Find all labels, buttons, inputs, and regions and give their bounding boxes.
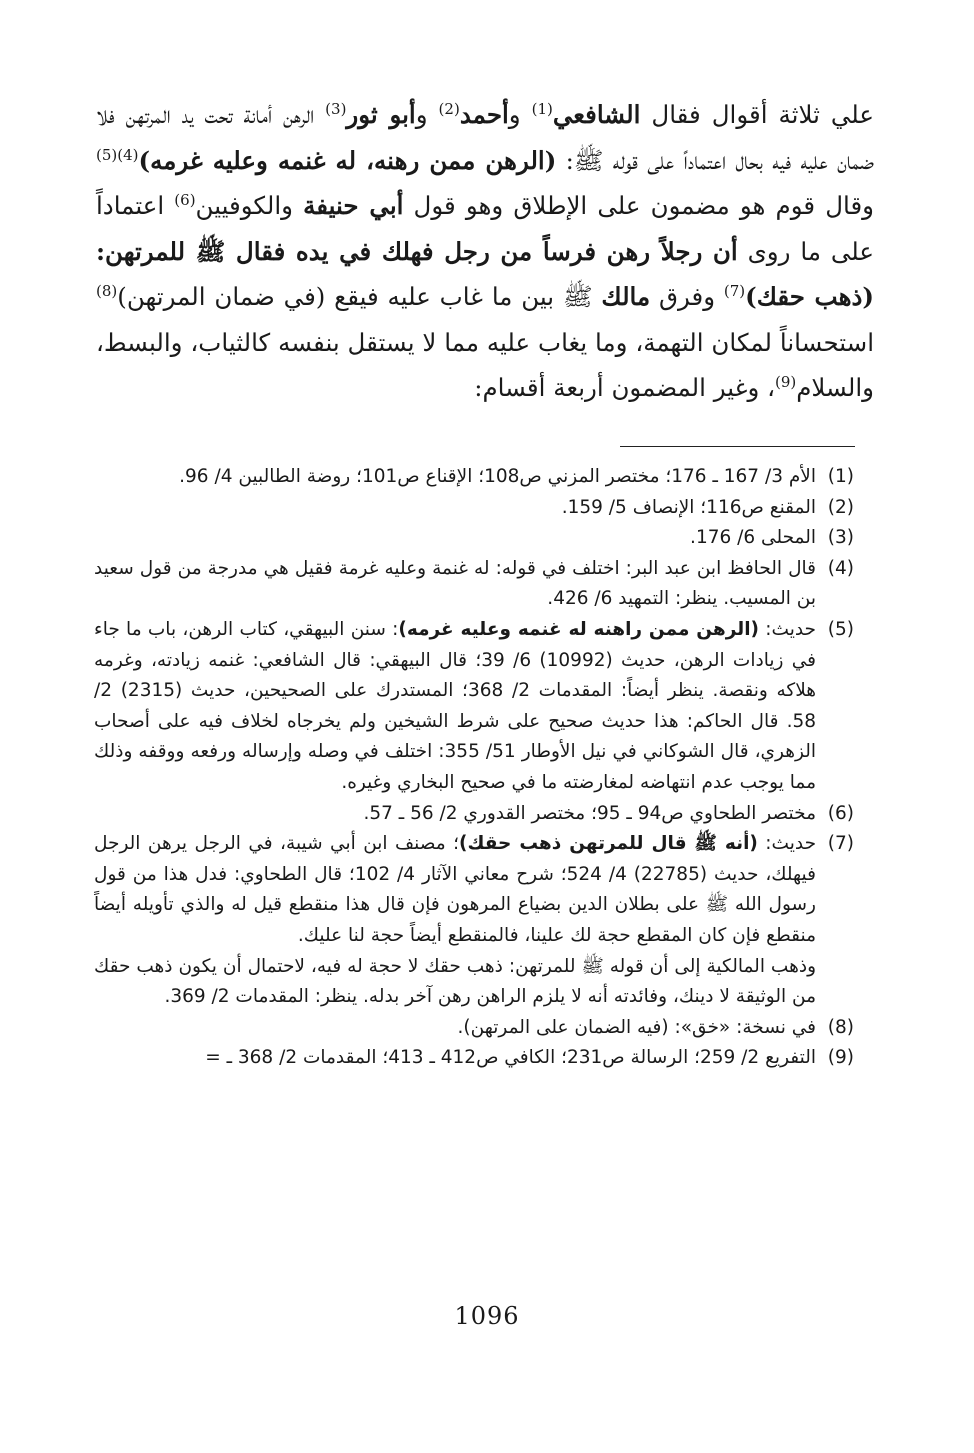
name-abu-thawr: أبو ثور: [346, 100, 416, 129]
footnote-text: الأم 3/ 167 ـ 176؛ مختصر المزني ص108؛ الإقناع ص101؛ روضة الطالبين 4/ 96.: [179, 466, 816, 487]
hadith-quote: (الرهن ممن رهنه، له غنمه وعليه غرمه): [138, 145, 557, 175]
footnote-7: [94, 829, 854, 951]
footnote-text: [94, 615, 816, 799]
footnote-9: [94, 1043, 854, 1074]
text-run: الرهن أمانة تحت يد المرتهن فلا ضمان عليه فيه بحال اعتماداً على قوله ﷺ:: [96, 100, 874, 175]
footnote-4: [94, 554, 854, 615]
footnote-5: [94, 615, 854, 799]
footnote-7-continuation: وذهب المالكية إلى أن قوله ﷺ للمرتهن: ذهب حقك لا حجة له فيه، لاحتمال أن يكون ذهب حقك من الوثيقة لا دينك، وفائدته أنه لا يلزم الراهن رهن آخر بدله. ينظر: المقدمات 2/ 369.: [94, 955, 816, 1008]
footnote-body: : سنن البيهقي، كتاب الرهن، باب ما جاء في زيادات الرهن، حديث (10992) 6/ 39؛ قال البيهقي: قال الشافعي: غنمه زيادته، وغرمه هلاكه ونقصة. ينظر أيضاً: المقدمات 2/ 368؛ المستدرك على الصحيحين، حديث (2315) 2/ 58. قال الحاكم: هذا حديث صحيح على شرط الشيخين ولم يخرجاه لخلاف فيه على أصحاب الزهري، قال الشوكاني في نيل الأوطار 51/ 355: اختلف في وصله وإرساله ورفعه ووقفه وذلك مما يوجب عدم انتهاضه لمغارضته ما في صحيح البخاري وغيره.: [94, 618, 816, 793]
footnote-lead: حديث:: [759, 618, 816, 640]
footnote-text: قال الحافظ ابن عبد البر: اختلف في قوله: له غنمة وعليه غرمة فقيل هي مدرجة من قول سعيد بن المسيب. ينظر: التمهيد 6/ 426.: [94, 557, 816, 610]
footnote-ref-9[interactable]: (9): [774, 372, 797, 391]
text-run: ، وغير المضمون أربعة أقسام:: [474, 373, 775, 402]
footnote-ref-3[interactable]: (3): [325, 99, 347, 118]
footnote-ref-8[interactable]: (8): [96, 281, 118, 300]
footnote-8: [94, 1013, 854, 1044]
footnote-ref-7[interactable]: (7): [723, 281, 746, 300]
footnote-text: [94, 829, 816, 951]
footnote-number: (6): [827, 802, 854, 824]
footnote-text: في نسخة: «خق»: (فيه الضمان على المرتهن).: [457, 1016, 816, 1038]
footnote-number: (1): [827, 466, 854, 487]
footnote-hadith: (أنه ﷺ قال للمرتهن ذهب حقك): [459, 833, 758, 855]
text-run: اعتماداً على ما روى: [96, 191, 874, 266]
footnotes: [94, 462, 854, 1074]
footnote-number: (2): [827, 496, 854, 518]
footnote-2: [94, 493, 854, 524]
footnote-ref-2[interactable]: (2): [438, 99, 460, 118]
footnote-divider: [620, 446, 855, 447]
footnote-ref-6[interactable]: (6): [174, 190, 196, 209]
name-ahmad: أحمد: [459, 100, 509, 129]
footnote-number: (7): [827, 833, 854, 855]
footnote-text: التفريع 2/ 259؛ الرسالة ص231؛ الكافي ص412 ـ 413؛ المقدمات 2/ 368 ـ =: [205, 1047, 816, 1069]
footnote-number: (4): [827, 557, 854, 579]
footnote-text: مختصر الطحاوي ص94 ـ 95؛ مختصر القدوري 2/ 56 ـ 57.: [363, 802, 816, 824]
name-shafii: الشافعي: [552, 100, 641, 129]
text-run: وقال قوم هو مضمون على الإطلاق وهو قول: [403, 191, 875, 220]
text-run: استحساناً لمكان التهمة، وما يغاب عليه مما لا يستقل بنفسه كالثياب، والبسط، والسلام: [96, 327, 874, 402]
text-run: والكوفيين: [195, 191, 304, 220]
hadith-quote-2: أن رجلاً رهن فرساً من رجل فهلك في يده فقال ﷺ للمرتهن: (ذهب حقك): [96, 236, 874, 311]
text-run: وفرق: [650, 282, 724, 311]
footnote-hadith: (الرهن ممن راهنه له غنمه وعليه غرمه): [398, 618, 760, 640]
footnote-3: [94, 523, 854, 554]
footnote-number: (3): [827, 527, 854, 549]
name-abu-hanifa: أبي حنيفة: [303, 191, 404, 220]
main-text: [96, 92, 874, 411]
name-malik: مالك: [601, 282, 651, 311]
text-run: علي ثلاثة أقوال فقال: [640, 100, 875, 129]
footnote-number: (8): [827, 1016, 854, 1038]
footnote-ref-1[interactable]: (1): [531, 99, 553, 118]
footnote-6: [94, 799, 854, 830]
footnote-text: المحلى 6/ 176.: [690, 527, 816, 549]
footnote-1: [94, 462, 854, 493]
footnote-number: (9): [827, 1047, 854, 1069]
footnote-body: ؛ مصنف ابن أبي شيبة، في الرجل يرهن الرجل فيهلك، حديث (22785) 4/ 524؛ شرح معاني الآثار 4/ 102؛ قال الطحاوي: فدل هذا من قول رسول الله ﷺ على بطلان الدين بضياع المرهون فإن قال هذا منقطع قيل له والذي تأويله أيضاً منقطع فإن كان المقطع حجة لك علينا، فالمنقطع أيضاً حجة لنا عليك.: [94, 833, 816, 946]
footnote-lead: حديث:: [757, 833, 817, 855]
page-number: 1096: [454, 1302, 520, 1330]
footnote-number: (5): [827, 618, 854, 640]
text-run: و: [508, 100, 532, 129]
footnote-text: المقنع ص116؛ الإنصاف 5/ 159.: [561, 496, 816, 518]
text-run: و: [415, 100, 439, 129]
text-run: ﷺ بين ما غاب عليه فيقع (في ضمان المرتهن): [117, 282, 602, 311]
footnote-ref-4-5[interactable]: (4)(5): [96, 145, 139, 164]
